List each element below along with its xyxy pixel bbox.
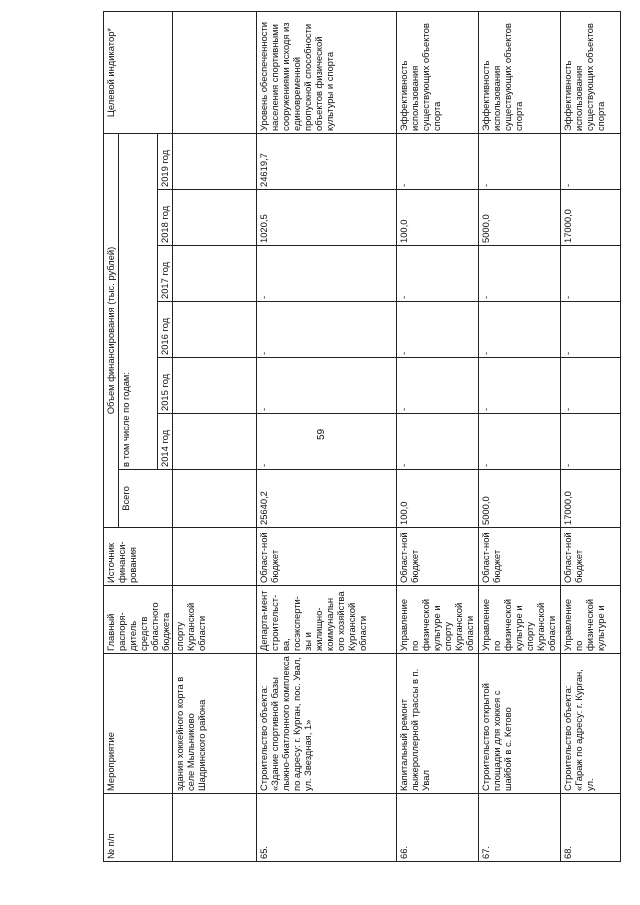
row-manager: Управление по физической культуре и	[561, 586, 621, 654]
row-source: Област-ной бюджет	[397, 528, 479, 586]
row-year-value: 100,0	[397, 190, 479, 246]
row-year-value: -	[397, 134, 479, 190]
row-year-value: -	[561, 414, 621, 470]
row-source	[173, 528, 257, 586]
row-indicator: Эффективность использования существующих объектов спорта	[561, 12, 621, 134]
row-year-value: -	[479, 414, 561, 470]
row-year-value: 1020,5	[257, 190, 397, 246]
header-by-years: в том числе по годам:	[119, 134, 158, 470]
row-year-value: -	[397, 358, 479, 414]
row-manager: Управление по физической культуре и спорту Курганской области	[479, 586, 561, 654]
row-source: Област-ной бюджет	[257, 528, 397, 586]
row-source: Област-ной бюджет	[479, 528, 561, 586]
header-source: Источник финанси-рования	[104, 528, 173, 586]
rotated-table-container	[103, 22, 608, 862]
row-year-value: 24619,7	[257, 134, 397, 190]
row-year-value: -	[479, 246, 561, 302]
row-year-value	[173, 302, 257, 358]
row-year-value	[173, 134, 257, 190]
row-manager: спорту Курганской области	[173, 586, 257, 654]
row-year-value: 5000,0	[479, 190, 561, 246]
row-year-value	[173, 358, 257, 414]
row-year-value: -	[397, 302, 479, 358]
row-measure: здания хоккейного корта в селе Мыльниково Шадринского района	[173, 654, 257, 794]
header-measure: Мероприятие	[104, 654, 173, 794]
header-funding: Объем финансирования (тыс. рублей)	[104, 134, 119, 528]
header-year: 2014 год	[158, 414, 173, 470]
row-year-value	[173, 246, 257, 302]
row-num: 65.	[257, 794, 397, 862]
table-row	[173, 12, 257, 862]
row-year-value	[173, 190, 257, 246]
row-num: 66.	[397, 794, 479, 862]
row-year-value: -	[257, 358, 397, 414]
row-year-value: 17000,0	[561, 190, 621, 246]
row-total: 5000,0	[479, 470, 561, 528]
row-measure: Капитальный ремонт лыжероллерной трассы в п. Увал	[397, 654, 479, 794]
row-indicator: Эффективность использования существующих объектов спорта	[479, 12, 561, 134]
row-num: 67.	[479, 794, 561, 862]
header-year: 2015 год	[158, 358, 173, 414]
table-row	[561, 12, 621, 862]
row-year-value: -	[561, 302, 621, 358]
row-year-value: -	[561, 134, 621, 190]
page-number: 59	[316, 428, 327, 440]
row-total: 100,0	[397, 470, 479, 528]
row-year-value: -	[397, 246, 479, 302]
row-measure: Строительство объекта: «Гараж по адресу: г. Курган, ул.	[561, 654, 621, 794]
row-measure: Строительство открытой площадки для хоккея с шайбой в с. Кетово	[479, 654, 561, 794]
row-year-value: -	[479, 302, 561, 358]
row-manager: Управление по физической культуре и спорту Курганской области	[397, 586, 479, 654]
header-year: 2018 год	[158, 190, 173, 246]
row-total	[173, 470, 257, 528]
row-year-value: -	[561, 358, 621, 414]
table-row	[257, 12, 397, 862]
row-indicator	[173, 12, 257, 134]
header-year: 2019 год	[158, 134, 173, 190]
row-year-value: -	[479, 358, 561, 414]
row-year-value: -	[257, 246, 397, 302]
row-indicator: Уровень обеспеченности населения спортивными сооружениями исходя из единовременной пропускной способности объектов физической культуры и спорта	[257, 12, 397, 134]
header-year: 2017 год	[158, 246, 173, 302]
row-year-value: -	[257, 414, 397, 470]
row-year-value: -	[397, 414, 479, 470]
row-measure: Строительство объекта: «Здание спортивной базы лыжно-биатлонного комплекса по адресу: г. Курган, пос. Увал, ул. Звездная, 1»	[257, 654, 397, 794]
row-year-value: -	[257, 302, 397, 358]
row-total: 17000,0	[561, 470, 621, 528]
funding-table	[103, 11, 621, 862]
row-total: 25640,2	[257, 470, 397, 528]
row-num: 68.	[561, 794, 621, 862]
header-indicator: Целевой индикатор*	[104, 12, 173, 134]
row-manager: Департа-мент строительст-ва, госэксперти-зы и жилищно-коммунальн ого хозяйства Курганской области	[257, 586, 397, 654]
header-total: Всего	[119, 470, 173, 528]
row-indicator: Эффективность использования существующих объектов спорта	[397, 12, 479, 134]
header-manager: Главный распоря-дитель средств областного бюджета	[104, 586, 173, 654]
row-source: Област-ной бюджет	[561, 528, 621, 586]
row-year-value: -	[561, 246, 621, 302]
row-year-value	[173, 414, 257, 470]
table-row	[479, 12, 561, 862]
header-year: 2016 год	[158, 302, 173, 358]
row-year-value: -	[479, 134, 561, 190]
row-num	[173, 794, 257, 862]
header-num: № п/п	[104, 794, 173, 862]
table-row	[397, 12, 479, 862]
